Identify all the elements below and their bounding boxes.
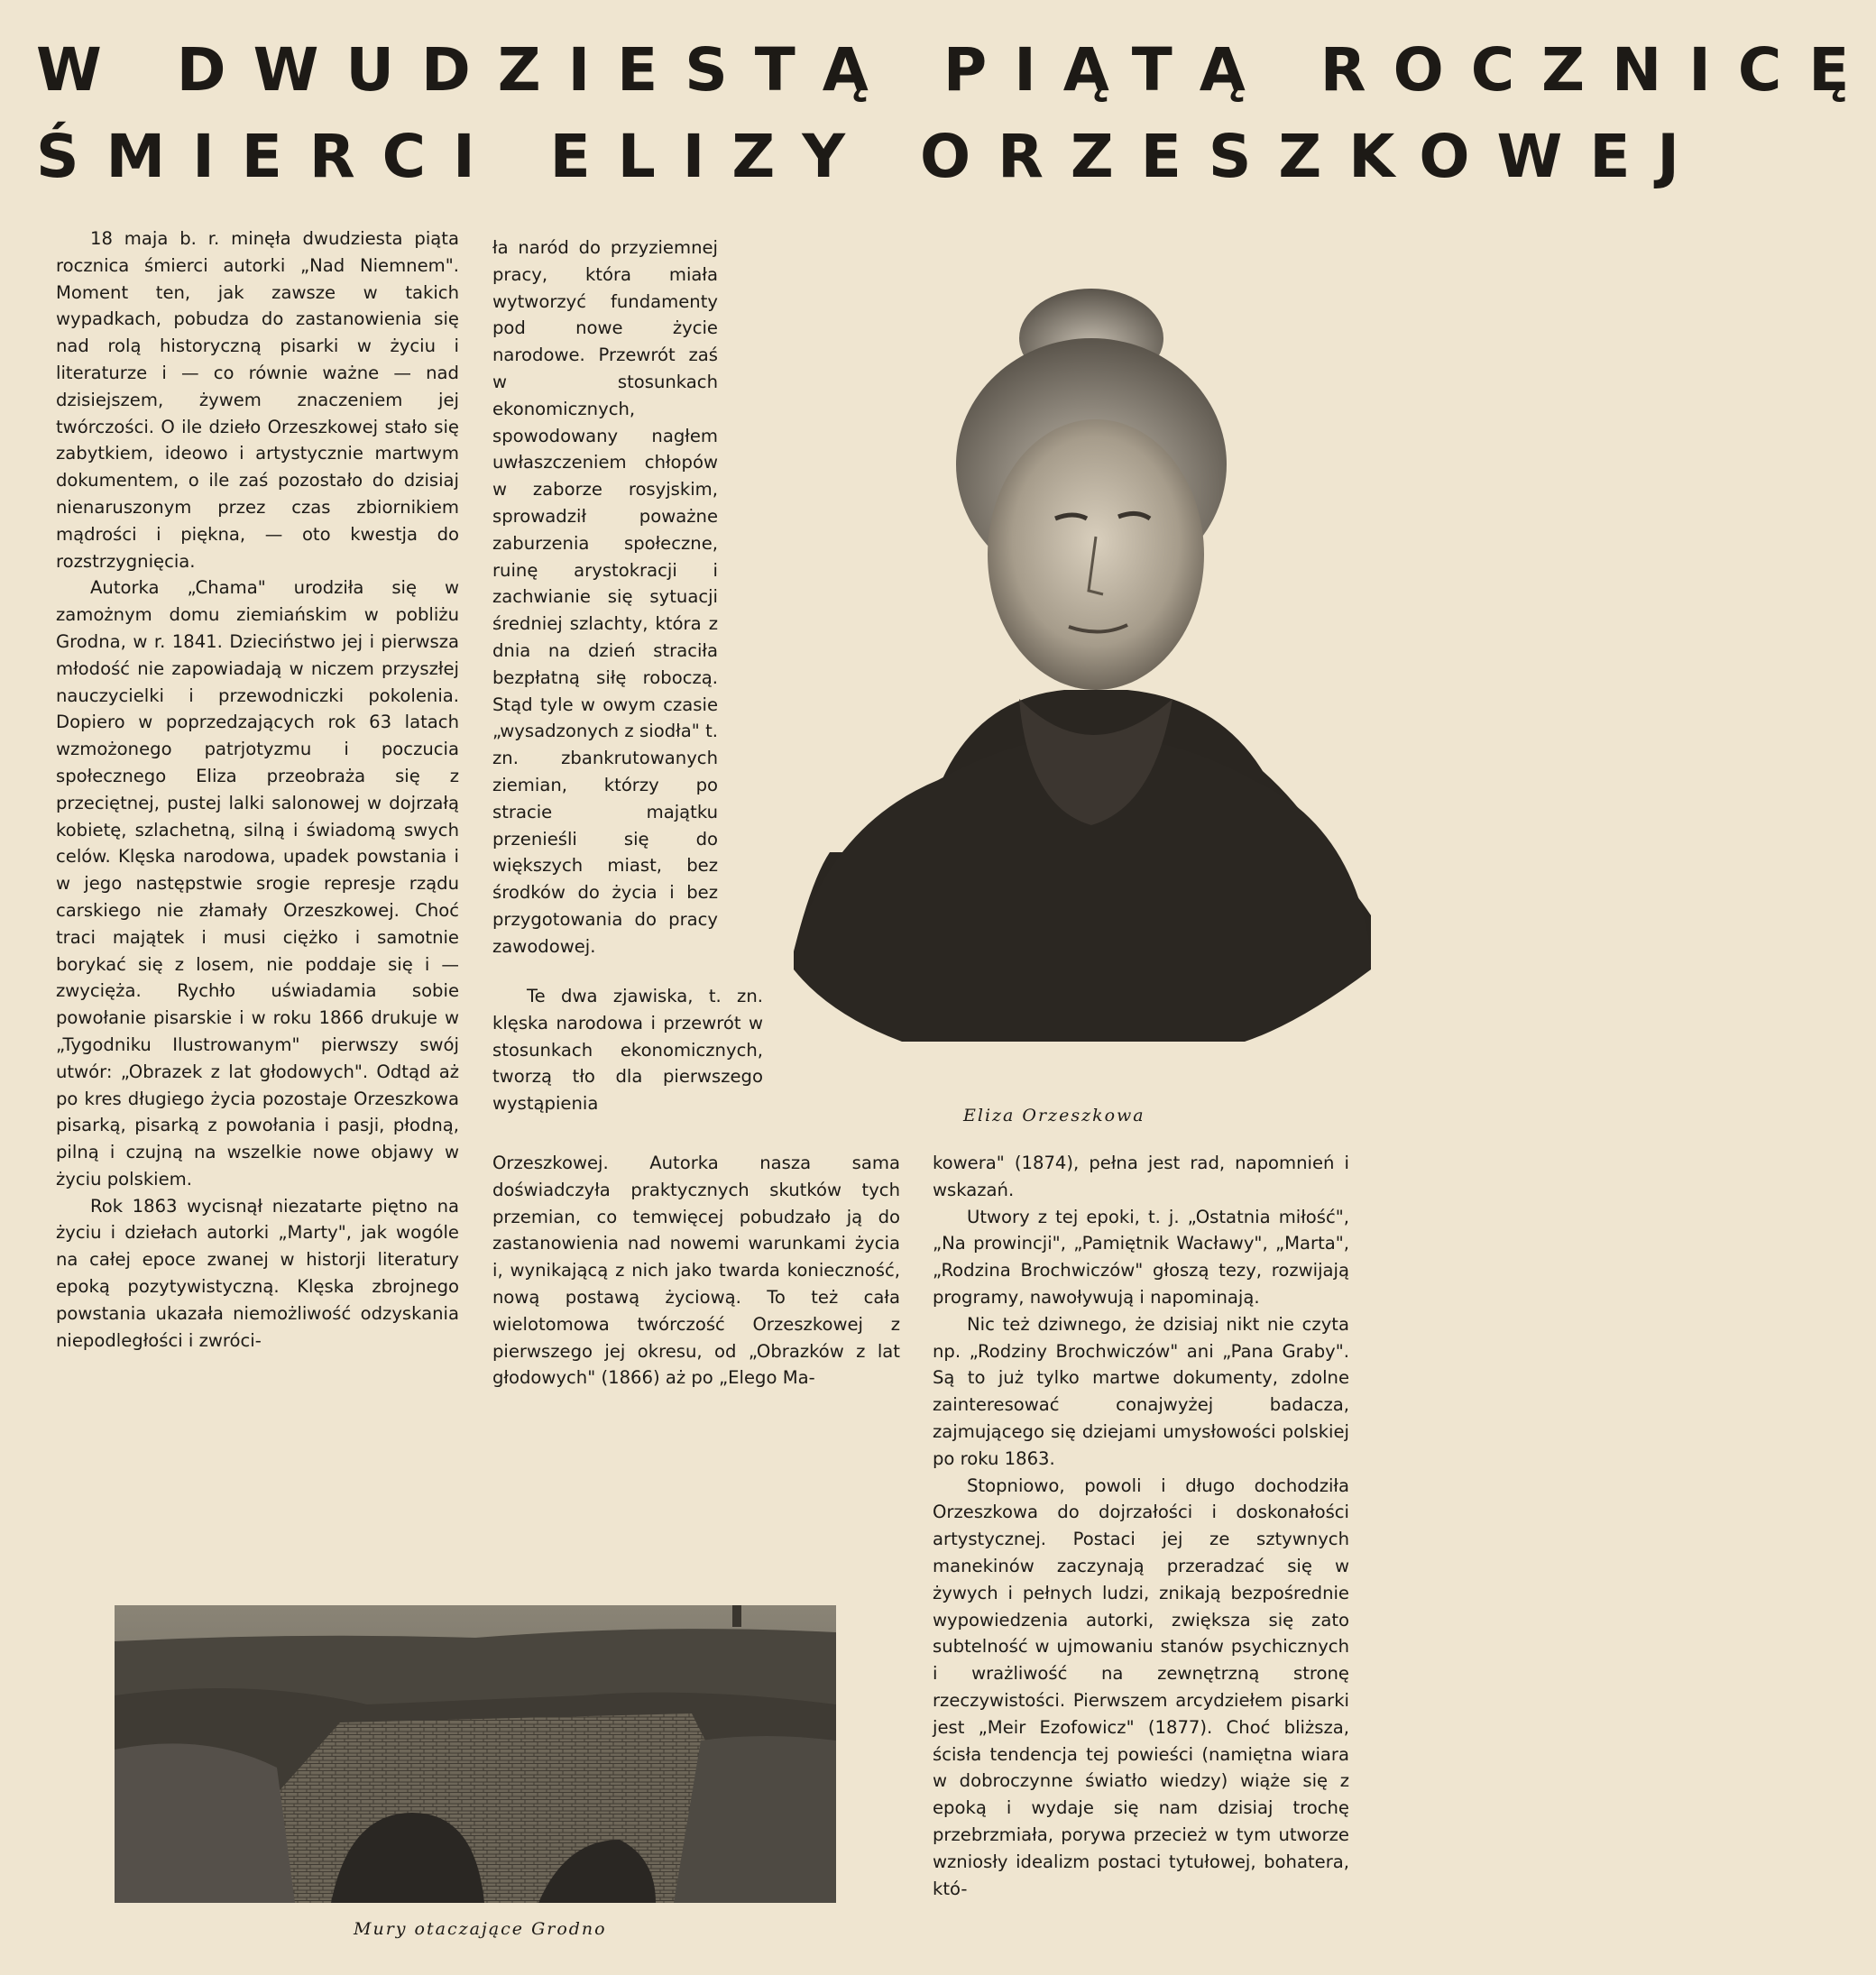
text-column-3 — [933, 1150, 1349, 1902]
portrait-caption: Eliza Orzeszkowa — [963, 1106, 1145, 1125]
paragraph: kowera" (1874), pełna jest rad, napomnień i wskazań. — [933, 1153, 1349, 1200]
city-walls-photo — [115, 1605, 836, 1903]
text-column-2-middle — [492, 983, 763, 1117]
paragraph: Stopniowo, powoli i długo dochodziła Orzeszkowa do dojrzałości i doskonałości artystycznej. Postaci jej ze sztywnych manekinów zaczynają przeradzać się w żywych i pełnych ludzi, znikają bezpośrednie wypowiedzenia autorki, zwiększa się zato subtelność w ujmowaniu stanów psychicznych i wrażliwość na zewnętrzną stronę rzeczywistości. Pierwszem arcydziełem pisarki jest „Meir Ezofowicz" (1877). Choć bliższa, ścisła tendencja tej powieści (namiętna wiara w dobroczynne światło wiedzy) wiąże się z epoką i wydaje się nam dzisiaj trochę przebrzmiała, porywa przecież w tym utworze wzniosły idealizm postaci tytułowej, bohatera, któ- — [933, 1474, 1349, 1899]
paragraph: Orzeszkowej. Autorka nasza sama doświadczyła praktycznych skutków tych przemian, co temwięcej pobudzało ją do zastanowienia nad nowemi warunkami życia i, wynikającą z nich jako twarda konieczność, nową postawą życiową. To też cała wielotomowa twórczość Orzeszkowej z pierwszego jej okresu, od „Obrazków z lat głodowych" (1866) aż po „Elego Ma- — [492, 1153, 900, 1389]
paragraph: ła naród do przyziemnej pracy, która miała wytworzyć fundamenty pod nowe życie narodowe. Przewrót zaś w stosunkach ekonomicznych, spowodowany nagłem uwłaszczeniem chłopów w zaborze rosyjskim, sprowadził poważne zaburzenia społeczne, ruinę arystokracji i zachwianie się sytuacji średniej szlachty, która z dnia na dzień straciła bezpłatną siłę roboczą. Stąd tyle w owym czasie „wysadzonych z siodła" t. zn. zbankrutowanych ziemian, którzy po stracie majątku przenieśli się do większych miast, bez środków do życia i bez przygotowania do pracy zawodowej. — [492, 237, 718, 957]
paragraph: Utwory z tej epoki, t. j. „Ostatnia miłość", „Na prowincji", „Pamiętnik Wacławy", „Marta", „Rodzina Brochwiczów" głoszą tezy, rozwijają programy, nawoływują i napominają. — [933, 1206, 1349, 1308]
text-column-2-bottom — [492, 1150, 900, 1392]
paragraph: Te dwa zjawiska, t. zn. klęska narodowa i przewrót w stosunkach ekonomicznych, tworzą tło dla pierwszego wystąpienia — [492, 986, 763, 1115]
paragraph: Autorka „Chama" urodziła się w zamożnym domu ziemiańskim w pobliżu Grodna, w r. 1841. Dzieciństwo jej i pierwsza młodość nie zapowiadają w niczem przyszłej nauczycielki i przewodniczki pokolenia. Dopiero w poprzedzających rok 63 latach wzmożonego patrjotyzmu i poczucia społecznego Eliza przeobraża się z przeciętnej, pustej lalki salonowej w dojrzałą kobietę, szlachetną, silną i świadomą swych celów. Klęska narodowa, upadek powstania i w jego następstwie srogie represje rządu carskiego nie złamały Orzeszkowej. Choć traci majątek i musi ciężko i samotnie borykać się z losem, nie poddaje się i — zwycięża. Rychło uświadamia sobie powołanie pisarskie i w roku 1866 drukuje w „Tygodniku Ilustrowanym" pierwszy swój utwór: „Obrazek z lat głodowych". Odtąd aż po kres długiego życia pozostaje Orzeszkowa pisarką, pisarką z powołania i pasji, płodną, pilną i czujną na wszelkie nowe objawy w życiu polskiem. — [56, 577, 459, 1190]
paragraph: Nic też dziwnego, że dzisiaj nikt nie czyta np. „Rodziny Brochwiczów" ani „Pana Graby". Są to już tylko martwe dokumenty, zdolne zainteresować conajwyżej badacza, zajmującego się dziejami umysłowości polskiej po roku 1863. — [933, 1313, 1349, 1469]
title-line-2: ŚMIERCI ELIZY ORZESZKOWEJ — [36, 122, 1706, 191]
photo-caption: Mury otaczające Grodno — [354, 1919, 607, 1939]
portrait-image — [794, 230, 1371, 1078]
paragraph: Rok 1863 wycisnął niezatarte piętno na życiu i dziełach autorki „Marty", jak wogóle na całej epoce zwanej w historji literatury epoką pozytywistyczną. Klęska zbrojnego powstania ukazała niemożliwość odzyskania niepodległości i zwróci- — [56, 1195, 459, 1351]
text-column-2-top — [492, 234, 718, 960]
paragraph: 18 maja b. r. minęła dwudziesta piąta rocznica śmierci autorki „Nad Niemnem". Moment ten, jak zawsze w takich wypadkach, pobudza do zastanowienia się nad rolą historyczną pisarki w życiu i literaturze i — co równie ważne — nad dzisiejszem, żywem znaczeniem jej twórczości. O ile dzieło Orzeszkowej stało się zabytkiem, ideowo i artystycznie martwym dokumentem, o ile zaś pozostało do dzisiaj nienaruszonym przez czas zbiornikiem mądrości i piękna, — oto kwestja do rozstrzygnięcia. — [56, 228, 459, 572]
text-column-1 — [56, 225, 459, 1354]
article-title — [36, 27, 1876, 200]
title-line-1: W DWUDZIESTĄ PIĄTĄ ROCZNICĘ — [36, 35, 1876, 105]
